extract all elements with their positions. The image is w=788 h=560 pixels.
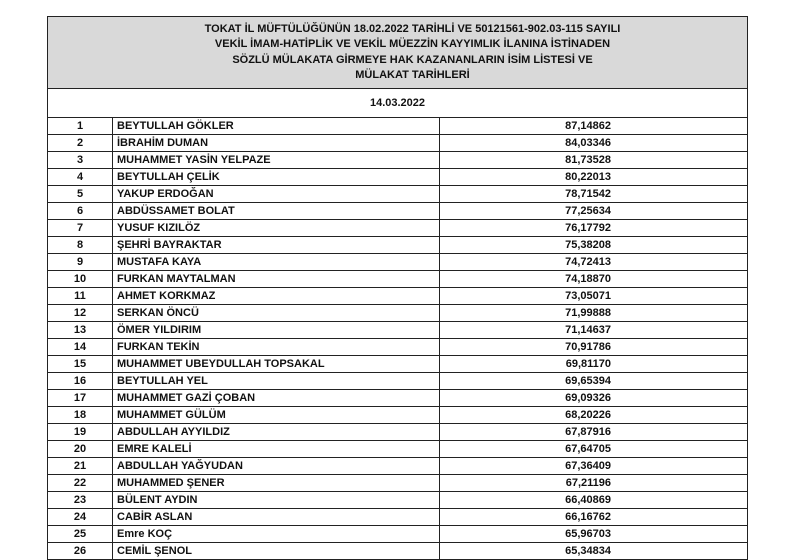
row-number: 13	[48, 322, 113, 339]
candidate-score: 75,38208	[440, 237, 748, 254]
candidate-name: Emre KOÇ	[113, 526, 440, 543]
candidate-score: 80,22013	[440, 169, 748, 186]
table-row	[48, 322, 747, 339]
table-row	[48, 441, 747, 458]
candidate-name: FURKAN MAYTALMAN	[113, 271, 440, 288]
table-row	[48, 492, 747, 509]
candidate-score: 71,99888	[440, 305, 748, 322]
candidate-name: BEYTULLAH ÇELİK	[113, 169, 440, 186]
candidate-name: MUHAMMET UBEYDULLAH TOPSAKAL	[113, 356, 440, 373]
row-number: 19	[48, 424, 113, 441]
candidate-name: ABDULLAH AYYILDIZ	[113, 424, 440, 441]
candidate-table	[48, 118, 747, 560]
candidate-score: 78,71542	[440, 186, 748, 203]
header-line-3: SÖZLÜ MÜLAKATA GİRMEYE HAK KAZANANLARIN İSİM LİSTESİ VE	[232, 53, 593, 66]
row-number: 20	[48, 441, 113, 458]
candidate-name: MUHAMMET YASİN YELPAZE	[113, 152, 440, 169]
table-row	[48, 356, 747, 373]
row-number: 23	[48, 492, 113, 509]
row-number: 16	[48, 373, 113, 390]
candidate-score: 74,72413	[440, 254, 748, 271]
table-row	[48, 203, 747, 220]
candidate-name: CABİR ASLAN	[113, 509, 440, 526]
interview-date: 14.03.2022	[48, 89, 747, 118]
row-number: 4	[48, 169, 113, 186]
candidate-name: MUHAMMET GAZİ ÇOBAN	[113, 390, 440, 407]
header-line-1: TOKAT İL MÜFTÜLÜĞÜNÜN 18.02.2022 TARİHLİ VE 50121561-902.03-115 SAYILI	[204, 22, 621, 35]
row-number: 1	[48, 118, 113, 135]
candidate-score: 81,73528	[440, 152, 748, 169]
candidate-score: 67,36409	[440, 458, 748, 475]
candidate-score: 67,87916	[440, 424, 748, 441]
candidate-name: MUHAMMED ŞENER	[113, 475, 440, 492]
table-row	[48, 407, 747, 424]
row-number: 2	[48, 135, 113, 152]
candidate-score: 69,09326	[440, 390, 748, 407]
table-row	[48, 424, 747, 441]
candidate-score: 70,91786	[440, 339, 748, 356]
table-row	[48, 509, 747, 526]
candidate-score: 65,96703	[440, 526, 748, 543]
table-row	[48, 169, 747, 186]
candidate-score: 65,34834	[440, 543, 748, 560]
table-row	[48, 237, 747, 254]
candidate-name: EMRE KALELİ	[113, 441, 440, 458]
row-number: 10	[48, 271, 113, 288]
row-number: 24	[48, 509, 113, 526]
table-row	[48, 254, 747, 271]
candidate-name: FURKAN TEKİN	[113, 339, 440, 356]
table-row	[48, 475, 747, 492]
candidate-score: 71,14637	[440, 322, 748, 339]
row-number: 15	[48, 356, 113, 373]
table-row	[48, 339, 747, 356]
row-number: 25	[48, 526, 113, 543]
candidate-name: ABDÜSSAMET BOLAT	[113, 203, 440, 220]
candidate-score: 84,03346	[440, 135, 748, 152]
table-row	[48, 118, 747, 135]
row-number: 22	[48, 475, 113, 492]
candidate-name: MUSTAFA KAYA	[113, 254, 440, 271]
table-row	[48, 543, 747, 560]
row-number: 5	[48, 186, 113, 203]
table-row	[48, 458, 747, 475]
candidate-name: ÖMER YILDIRIM	[113, 322, 440, 339]
table-row	[48, 152, 747, 169]
candidate-score: 74,18870	[440, 271, 748, 288]
candidate-score: 67,64705	[440, 441, 748, 458]
table-row	[48, 373, 747, 390]
candidate-name: YUSUF KIZILÖZ	[113, 220, 440, 237]
table-row	[48, 390, 747, 407]
table-row	[48, 135, 747, 152]
table-row	[48, 526, 747, 543]
candidate-score: 73,05071	[440, 288, 748, 305]
table-row	[48, 288, 747, 305]
candidate-score: 87,14862	[440, 118, 748, 135]
candidate-name: CEMİL ŞENOL	[113, 543, 440, 560]
header-line-4: MÜLAKAT TARİHLERİ	[355, 69, 470, 81]
candidate-score: 69,65394	[440, 373, 748, 390]
row-number: 6	[48, 203, 113, 220]
candidate-name: SERKAN ÖNCÜ	[113, 305, 440, 322]
candidate-score: 76,17792	[440, 220, 748, 237]
document-sheet	[47, 16, 748, 560]
candidate-score: 66,16762	[440, 509, 748, 526]
candidate-score: 77,25634	[440, 203, 748, 220]
table-row	[48, 271, 747, 288]
row-number: 8	[48, 237, 113, 254]
row-number: 9	[48, 254, 113, 271]
row-number: 26	[48, 543, 113, 560]
candidate-name: İBRAHİM DUMAN	[113, 135, 440, 152]
row-number: 11	[48, 288, 113, 305]
row-number: 21	[48, 458, 113, 475]
candidate-name: BÜLENT AYDIN	[113, 492, 440, 509]
candidate-name: AHMET KORKMAZ	[113, 288, 440, 305]
row-number: 14	[48, 339, 113, 356]
candidate-name: BEYTULLAH GÖKLER	[113, 118, 440, 135]
table-row	[48, 186, 747, 203]
row-number: 7	[48, 220, 113, 237]
candidate-score: 68,20226	[440, 407, 748, 424]
row-number: 12	[48, 305, 113, 322]
candidate-score: 69,81170	[440, 356, 748, 373]
candidate-score: 66,40869	[440, 492, 748, 509]
row-number: 18	[48, 407, 113, 424]
candidate-score: 67,21196	[440, 475, 748, 492]
table-row	[48, 220, 747, 237]
table-row	[48, 305, 747, 322]
candidate-name: BEYTULLAH YEL	[113, 373, 440, 390]
row-number: 17	[48, 390, 113, 407]
candidate-name: ŞEHRİ BAYRAKTAR	[113, 237, 440, 254]
row-number: 3	[48, 152, 113, 169]
candidate-name: YAKUP ERDOĞAN	[113, 186, 440, 203]
header-line-2: VEKİL İMAM-HATİPLİK VE VEKİL MÜEZZİN KAYYIMLIK İLANINA İSTİNADEN	[214, 38, 611, 50]
candidate-name: ABDULLAH YAĞYUDAN	[113, 458, 440, 475]
candidate-name: MUHAMMET GÜLÜM	[113, 407, 440, 424]
document-header	[48, 17, 747, 89]
